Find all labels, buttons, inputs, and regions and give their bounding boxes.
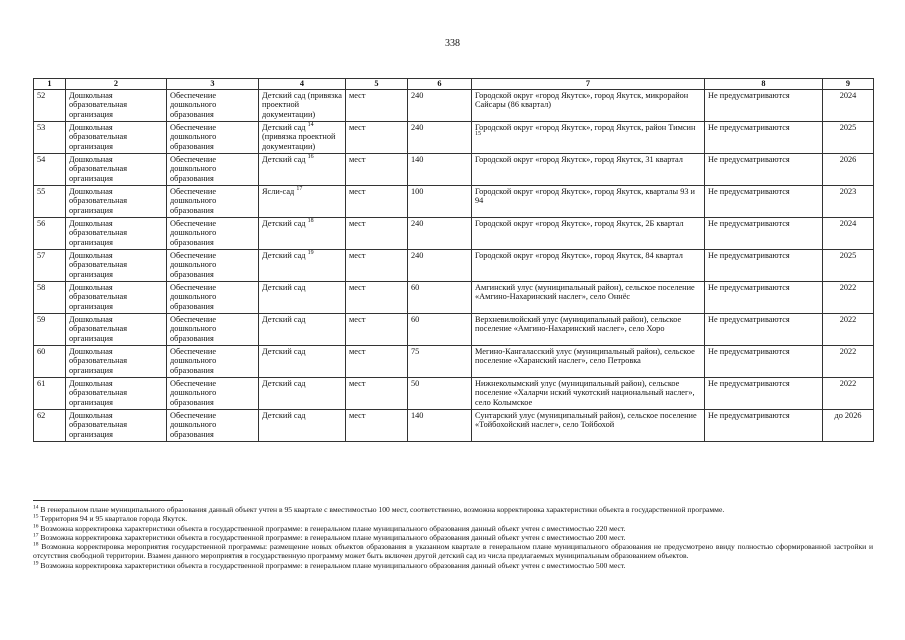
- table-row: [34, 186, 874, 218]
- completion-year-text: 2022: [839, 347, 857, 356]
- zone-status-text: Не предусматриваются: [708, 123, 790, 132]
- facility-type-text: Дошкольная образовательная организация: [69, 347, 128, 375]
- zone-status: [705, 218, 823, 250]
- table-row: [34, 410, 874, 442]
- facility-name-text: Детский сад: [262, 379, 306, 388]
- facility-location: [472, 346, 705, 378]
- facility-purpose-text: Обеспечение дошкольного образования: [170, 155, 217, 183]
- capacity-unit: [346, 314, 408, 346]
- column-header: 5: [346, 79, 408, 90]
- facility-purpose-text: Обеспечение дошкольного образования: [170, 187, 217, 215]
- facility-name-text: Детский сад: [262, 123, 306, 132]
- footnote-number: 16: [33, 523, 39, 530]
- capacity-unit: [346, 90, 408, 122]
- capacity-value-text: 240: [411, 123, 424, 132]
- row-number: [34, 346, 66, 378]
- facility-purpose-text: Обеспечение дошкольного образования: [170, 219, 217, 247]
- facility-location: [472, 154, 705, 186]
- row-number-text: 57: [37, 251, 46, 260]
- capacity-unit-text: мест: [349, 219, 366, 228]
- capacity-unit: [346, 122, 408, 154]
- facility-name: [259, 122, 346, 154]
- facility-type-text: Дошкольная образовательная организация: [69, 219, 128, 247]
- facility-name-text: Детский сад: [262, 283, 306, 292]
- facility-type-text: Дошкольная образовательная организация: [69, 283, 128, 311]
- completion-year-text: 2025: [839, 251, 857, 260]
- zone-status: [705, 250, 823, 282]
- facility-type-text: Дошкольная образовательная организация: [69, 123, 128, 151]
- facility-purpose-text: Обеспечение дошкольного образования: [170, 123, 217, 151]
- footnote-text: Территория 94 и 95 кварталов города Якутск.: [40, 514, 188, 524]
- capacity-unit: [346, 186, 408, 218]
- zone-status-text: Не предусматриваются: [708, 315, 790, 324]
- capacity-value: [408, 218, 472, 250]
- facility-type: [66, 346, 167, 378]
- facilities-table: [33, 78, 874, 442]
- footnote-number: 18: [33, 541, 39, 548]
- capacity-value-text: 75: [411, 347, 420, 356]
- footnote-ref: 16: [307, 154, 314, 161]
- zone-status-text: Не предусматриваются: [708, 379, 790, 388]
- row-number: [34, 90, 66, 122]
- capacity-value-text: 240: [411, 219, 424, 228]
- capacity-value-text: 240: [411, 251, 424, 260]
- footnote-text: Возможна корректировка характеристики объекта в государственной программе: в генеральном плане муниципального образования данный объект учтен с вместимостью 200 мест.: [40, 532, 626, 542]
- capacity-value: [408, 346, 472, 378]
- zone-status-text: Не предусматриваются: [708, 155, 790, 164]
- facility-type-text: Дошкольная образовательная организация: [69, 315, 128, 343]
- row-number: [34, 122, 66, 154]
- footnote-number: 15: [33, 513, 39, 520]
- completion-year: [823, 250, 874, 282]
- column-header: 1: [34, 79, 66, 90]
- row-number-text: 52: [37, 91, 46, 100]
- row-number-text: 54: [37, 155, 46, 164]
- zone-status: [705, 90, 823, 122]
- footnote: [33, 542, 873, 561]
- footnote-text: Возможна корректировка характеристики объекта в государственной программе: в генеральном плане муниципального образования данный объект учтен с вместимостью 220 мест.: [40, 523, 626, 533]
- footnote: [33, 533, 873, 542]
- capacity-value-text: 60: [411, 315, 420, 324]
- facility-name: [259, 218, 346, 250]
- row-number-text: 62: [37, 411, 46, 420]
- facility-location: [472, 410, 705, 442]
- row-number: [34, 250, 66, 282]
- row-number: [34, 282, 66, 314]
- facility-type: [66, 410, 167, 442]
- column-header: 3: [167, 79, 259, 90]
- facility-name: [259, 186, 346, 218]
- facility-location-text: Нижнеколымский улус (муниципальный район), сельское поселение «Халарчи нский чукотский национальный наслег», село Колымское: [475, 379, 695, 407]
- facility-location: [472, 250, 705, 282]
- facility-type: [66, 90, 167, 122]
- facility-purpose-text: Обеспечение дошкольного образования: [170, 251, 217, 279]
- facility-location: [472, 314, 705, 346]
- facility-purpose: [167, 154, 259, 186]
- facility-type: [66, 250, 167, 282]
- facility-name: [259, 282, 346, 314]
- column-header: 6: [408, 79, 472, 90]
- capacity-value: [408, 410, 472, 442]
- facility-purpose-text: Обеспечение дошкольного образования: [170, 379, 217, 407]
- capacity-value: [408, 250, 472, 282]
- completion-year: [823, 154, 874, 186]
- capacity-value: [408, 154, 472, 186]
- capacity-value: [408, 282, 472, 314]
- facility-purpose-text: Обеспечение дошкольного образования: [170, 347, 217, 375]
- table-row: [34, 346, 874, 378]
- facility-location-text: Городской округ «город Якутск», город Якутск, 84 квартал: [475, 251, 683, 260]
- capacity-unit-text: мест: [349, 187, 366, 196]
- completion-year: [823, 378, 874, 410]
- zone-status: [705, 186, 823, 218]
- header-row: [34, 79, 874, 90]
- completion-year: [823, 282, 874, 314]
- zone-status: [705, 154, 823, 186]
- capacity-value: [408, 186, 472, 218]
- facility-type: [66, 154, 167, 186]
- facility-location-text: Городской округ «город Якутск», город Якутск, район Тимсин: [475, 123, 696, 132]
- capacity-value: [408, 122, 472, 154]
- facility-location: [472, 378, 705, 410]
- capacity-value-text: 140: [411, 155, 424, 164]
- footnote: [33, 524, 873, 533]
- footnote-number: 19: [33, 560, 39, 567]
- row-number: [34, 186, 66, 218]
- zone-status-text: Не предусматриваются: [708, 187, 790, 196]
- row-number-text: 56: [37, 219, 46, 228]
- facility-location-text: Городской округ «город Якутск», город Якутск, 31 квартал: [475, 155, 683, 164]
- column-header: 2: [66, 79, 167, 90]
- table-row: [34, 154, 874, 186]
- capacity-unit-text: мест: [349, 283, 366, 292]
- facility-name: [259, 346, 346, 378]
- facility-purpose-text: Обеспечение дошкольного образования: [170, 91, 217, 119]
- zone-status: [705, 410, 823, 442]
- capacity-value-text: 50: [411, 379, 420, 388]
- facility-location-text: Городской округ «город Якутск», город Якутск, 2Б квартал: [475, 219, 684, 228]
- footnote: [33, 514, 873, 523]
- capacity-unit-text: мест: [349, 379, 366, 388]
- facility-location: [472, 186, 705, 218]
- facility-purpose: [167, 314, 259, 346]
- facility-location-text: Сунтарский улус (муниципальный район), сельское поселение «Тойбохойский наслег», село Тойбохой: [475, 411, 697, 430]
- facility-purpose: [167, 282, 259, 314]
- facility-name: [259, 378, 346, 410]
- footnote-ref: 19: [307, 250, 314, 257]
- table-row: [34, 282, 874, 314]
- capacity-unit-text: мест: [349, 347, 366, 356]
- facility-purpose-text: Обеспечение дошкольного образования: [170, 283, 217, 311]
- facility-name-text: Детский сад: [262, 251, 306, 260]
- facility-name-extra: (привязка проектной документации): [262, 132, 336, 151]
- completion-year: [823, 122, 874, 154]
- facility-name-text: Детский сад: [262, 411, 306, 420]
- facility-purpose: [167, 378, 259, 410]
- facility-type-text: Дошкольная образовательная организация: [69, 411, 128, 439]
- row-number-text: 55: [37, 187, 46, 196]
- completion-year-text: 2022: [839, 283, 857, 292]
- column-header: 8: [705, 79, 823, 90]
- facility-name-text: Детский сад: [262, 219, 306, 228]
- completion-year-text: 2022: [839, 379, 857, 388]
- row-number-text: 58: [37, 283, 46, 292]
- footnote: [33, 505, 873, 514]
- facility-location-text: Городской округ «город Якутск», город Якутск, микрорайон Сайсары (86 квартал): [475, 91, 689, 110]
- facility-type-text: Дошкольная образовательная организация: [69, 251, 128, 279]
- facility-purpose: [167, 186, 259, 218]
- facility-type: [66, 314, 167, 346]
- facility-purpose: [167, 90, 259, 122]
- facility-type-text: Дошкольная образовательная организация: [69, 379, 128, 407]
- capacity-unit: [346, 378, 408, 410]
- row-number: [34, 154, 66, 186]
- capacity-unit: [346, 250, 408, 282]
- facility-name-text: Детский сад: [262, 155, 306, 164]
- completion-year: [823, 410, 874, 442]
- footnotes: [33, 505, 873, 570]
- row-number: [34, 410, 66, 442]
- facility-name: [259, 314, 346, 346]
- completion-year: [823, 90, 874, 122]
- facility-purpose: [167, 218, 259, 250]
- row-number: [34, 218, 66, 250]
- facility-purpose-text: Обеспечение дошкольного образования: [170, 411, 217, 439]
- facility-type: [66, 218, 167, 250]
- row-number-text: 53: [37, 123, 46, 132]
- footnote-number: 17: [33, 532, 39, 539]
- footnote-ref: 17: [296, 186, 303, 193]
- column-header: 4: [259, 79, 346, 90]
- table-row: [34, 218, 874, 250]
- zone-status: [705, 346, 823, 378]
- table-body: [34, 90, 874, 442]
- table-row: [34, 314, 874, 346]
- facility-location-text: Верхневилюйский улус (муниципальный район), сельское поселение «Амгино-Нахаринский наслег», село Хоро: [475, 315, 682, 334]
- facility-location-text: Городской округ «город Якутск», город Якутск, кварталы 93 и 94: [475, 187, 696, 206]
- completion-year: [823, 314, 874, 346]
- zone-status-text: Не предусматриваются: [708, 411, 790, 420]
- completion-year-text: 2025: [839, 123, 857, 132]
- capacity-value: [408, 314, 472, 346]
- capacity-unit-text: мест: [349, 315, 366, 324]
- facility-location-text: Мегино-Кангаласский улус (муниципальный район), сельское поселение «Харанский наслег», село Петровка: [475, 347, 695, 366]
- facility-type: [66, 122, 167, 154]
- facility-type-text: Дошкольная образовательная организация: [69, 187, 128, 215]
- facility-name: [259, 154, 346, 186]
- completion-year-text: 2022: [839, 315, 857, 324]
- capacity-unit-text: мест: [349, 411, 366, 420]
- completion-year-text: 2024: [839, 219, 857, 228]
- facility-type-text: Дошкольная образовательная организация: [69, 155, 128, 183]
- zone-status: [705, 122, 823, 154]
- capacity-unit: [346, 282, 408, 314]
- page-number: 338: [445, 38, 460, 49]
- completion-year-text: 2024: [839, 91, 857, 100]
- completion-year-text: 2026: [839, 155, 857, 164]
- capacity-value: [408, 90, 472, 122]
- capacity-unit: [346, 410, 408, 442]
- facility-name-text: Детский сад: [262, 347, 306, 356]
- facility-type: [66, 378, 167, 410]
- completion-year: [823, 186, 874, 218]
- footnote-text: Возможна корректировка мероприятия государственной программы: размещение новых объектов образования в указанном квартале в генеральном плане муниципального образования не предусмотрено ввиду полностью сформированной застройки и отсутствия свободной территории. Взамен данного мероприятия в государственную программу может быть включен другой детский сад из числа предлагаемых муниципальным образованием объектов.: [33, 542, 874, 561]
- footnote: [33, 561, 873, 570]
- capacity-unit-text: мест: [349, 123, 366, 132]
- table-row: [34, 378, 874, 410]
- zone-status-text: Не предусматриваются: [708, 219, 790, 228]
- facility-type-text: Дошкольная образовательная организация: [69, 91, 128, 119]
- facility-location: [472, 122, 705, 154]
- facility-purpose: [167, 250, 259, 282]
- capacity-value-text: 60: [411, 283, 420, 292]
- capacity-unit: [346, 346, 408, 378]
- capacity-unit: [346, 218, 408, 250]
- facility-name: [259, 90, 346, 122]
- footnote-separator: [33, 500, 183, 501]
- facility-name-text: Ясли-сад: [262, 187, 295, 196]
- capacity-unit-text: мест: [349, 91, 366, 100]
- footnote-ref: 14: [307, 122, 314, 129]
- zone-status: [705, 282, 823, 314]
- facility-location-text: Амгинский улус (муниципальный район), сельское поселение «Амгино-Нахаринский наслег», село Оннёс: [475, 283, 695, 302]
- capacity-value: [408, 378, 472, 410]
- facility-purpose: [167, 346, 259, 378]
- capacity-value-text: 140: [411, 411, 424, 420]
- facility-name: [259, 410, 346, 442]
- column-header: 7: [472, 79, 705, 90]
- capacity-unit-text: мест: [349, 155, 366, 164]
- row-number-text: 61: [37, 379, 46, 388]
- footnote-ref: 15: [475, 131, 481, 138]
- zone-status-text: Не предусматриваются: [708, 347, 790, 356]
- zone-status-text: Не предусматриваются: [708, 91, 790, 100]
- table-row: [34, 250, 874, 282]
- facility-location: [472, 282, 705, 314]
- completion-year: [823, 218, 874, 250]
- completion-year-text: 2023: [839, 187, 857, 196]
- column-header: 9: [823, 79, 874, 90]
- facility-location: [472, 90, 705, 122]
- table-row: [34, 122, 874, 154]
- capacity-value-text: 100: [411, 187, 424, 196]
- zone-status-text: Не предусматриваются: [708, 251, 790, 260]
- row-number-text: 60: [37, 347, 46, 356]
- zone-status: [705, 314, 823, 346]
- facility-name-text: Детский сад (привязка проектной документации): [262, 91, 342, 119]
- footnote-text: Возможна корректировка характеристики объекта в государственной программе: в генеральном плане муниципального образования данный объект учтен с вместимостью 500 мест.: [40, 560, 626, 570]
- row-number: [34, 378, 66, 410]
- facility-type: [66, 282, 167, 314]
- facility-purpose: [167, 410, 259, 442]
- capacity-unit: [346, 154, 408, 186]
- completion-year-text: до 2026: [834, 411, 862, 420]
- footnote-ref: 18: [307, 218, 314, 225]
- zone-status-text: Не предусматриваются: [708, 283, 790, 292]
- facility-type: [66, 186, 167, 218]
- zone-status: [705, 378, 823, 410]
- facility-name: [259, 250, 346, 282]
- row-number: [34, 314, 66, 346]
- facility-purpose-text: Обеспечение дошкольного образования: [170, 315, 217, 343]
- footnote-number: 14: [33, 504, 39, 511]
- facility-name-text: Детский сад: [262, 315, 306, 324]
- facility-purpose: [167, 122, 259, 154]
- table-row: [34, 90, 874, 122]
- footnote-text: В генеральном плане муниципального образования данный объект учтен в 95 квартале с вместимостью 100 мест, соответственно, возможна корректировка характеристики объекта в государственной программе.: [40, 505, 725, 514]
- completion-year: [823, 346, 874, 378]
- capacity-value-text: 240: [411, 91, 424, 100]
- facility-location: [472, 218, 705, 250]
- capacity-unit-text: мест: [349, 251, 366, 260]
- row-number-text: 59: [37, 315, 46, 324]
